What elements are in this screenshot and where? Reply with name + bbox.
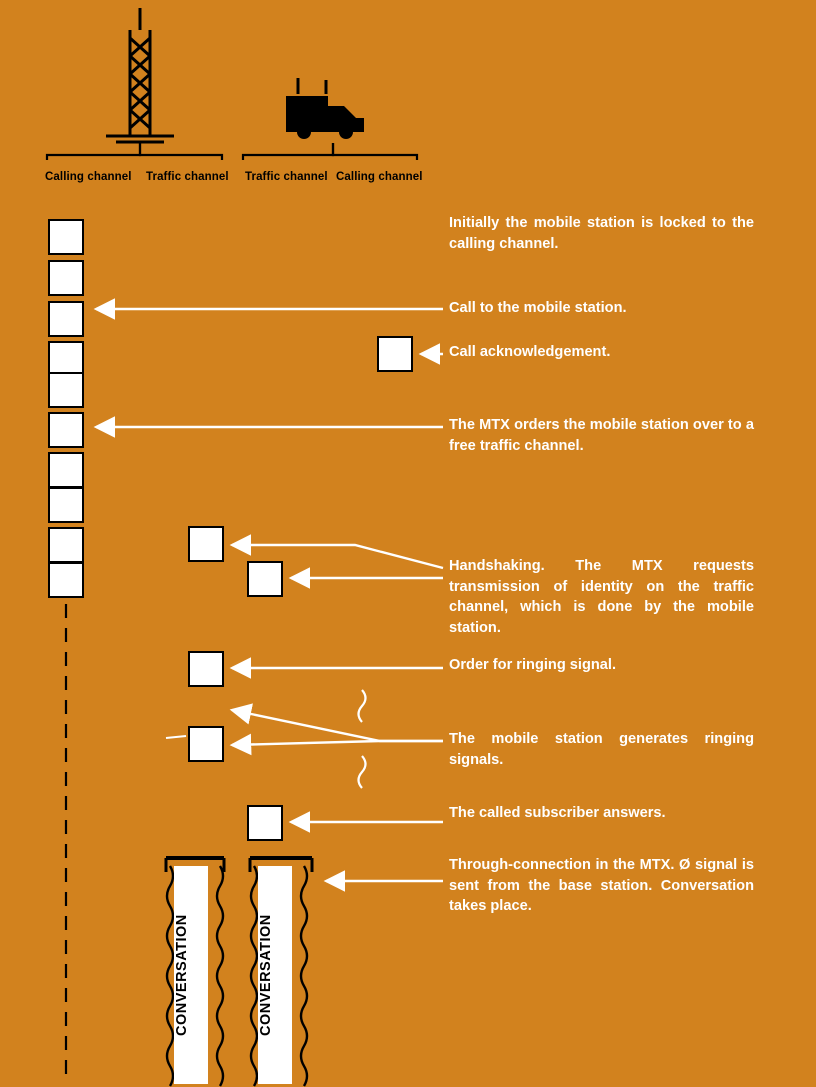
signal-box-bs-7 xyxy=(48,452,84,488)
conversation-label-right: CONVERSATION xyxy=(258,914,274,1036)
signal-box-bs-1 xyxy=(48,219,84,255)
step-text-handshaking: Handshaking. The MTX requests transmission of identity on the traffic channel, which is done by the mobile station. xyxy=(449,558,754,637)
conversation-bar-right xyxy=(258,866,292,1084)
radio-mast-icon xyxy=(100,8,180,148)
label-bs-traffic-channel: Traffic channel xyxy=(146,171,229,183)
step-text-ringing-order: Order for ringing signal. xyxy=(449,657,617,673)
step-text-call-ack: Call acknowledgement. xyxy=(449,344,611,360)
signal-box-bs-2 xyxy=(48,260,84,296)
conversation-label-left: CONVERSATION xyxy=(174,914,190,1036)
signal-box-bs-6 xyxy=(48,412,84,448)
step-text-order-traffic: The MTX orders the mobile station over to a free traffic channel. xyxy=(449,417,754,454)
label-bs-calling-channel: Calling channel xyxy=(45,171,132,183)
signal-box-ringing-gen xyxy=(188,726,224,762)
signal-box-call-ack xyxy=(377,336,413,372)
step-text-call-to-ms: Call to the mobile station. xyxy=(449,300,627,316)
truck-icon xyxy=(280,78,380,140)
step-text-answer: The called subscriber answers. xyxy=(449,805,666,821)
signal-box-bs-3 xyxy=(48,301,84,337)
conversation-bar-left xyxy=(174,866,208,1084)
label-ms-calling-channel: Calling channel xyxy=(336,171,423,183)
step-text-initial-lock: Initially the mobile station is locked to the calling channel. xyxy=(449,215,754,252)
step-text-through-connection: Through-connection in the MTX. Ø signal is sent from the base station. Conversation takes place. xyxy=(449,857,754,915)
step-text-ringing-gen: The mobile station generates ringing signals. xyxy=(449,731,754,768)
signal-box-handshake-2 xyxy=(247,561,283,597)
signal-box-answer xyxy=(247,805,283,841)
signal-box-bs-8 xyxy=(48,487,84,523)
signal-box-ringing-order xyxy=(188,651,224,687)
label-ms-traffic-channel: Traffic channel xyxy=(245,171,328,183)
signal-box-bs-5 xyxy=(48,372,84,408)
signal-box-bs-10 xyxy=(48,562,84,598)
signal-box-handshake-1 xyxy=(188,526,224,562)
signal-box-bs-9 xyxy=(48,527,84,563)
